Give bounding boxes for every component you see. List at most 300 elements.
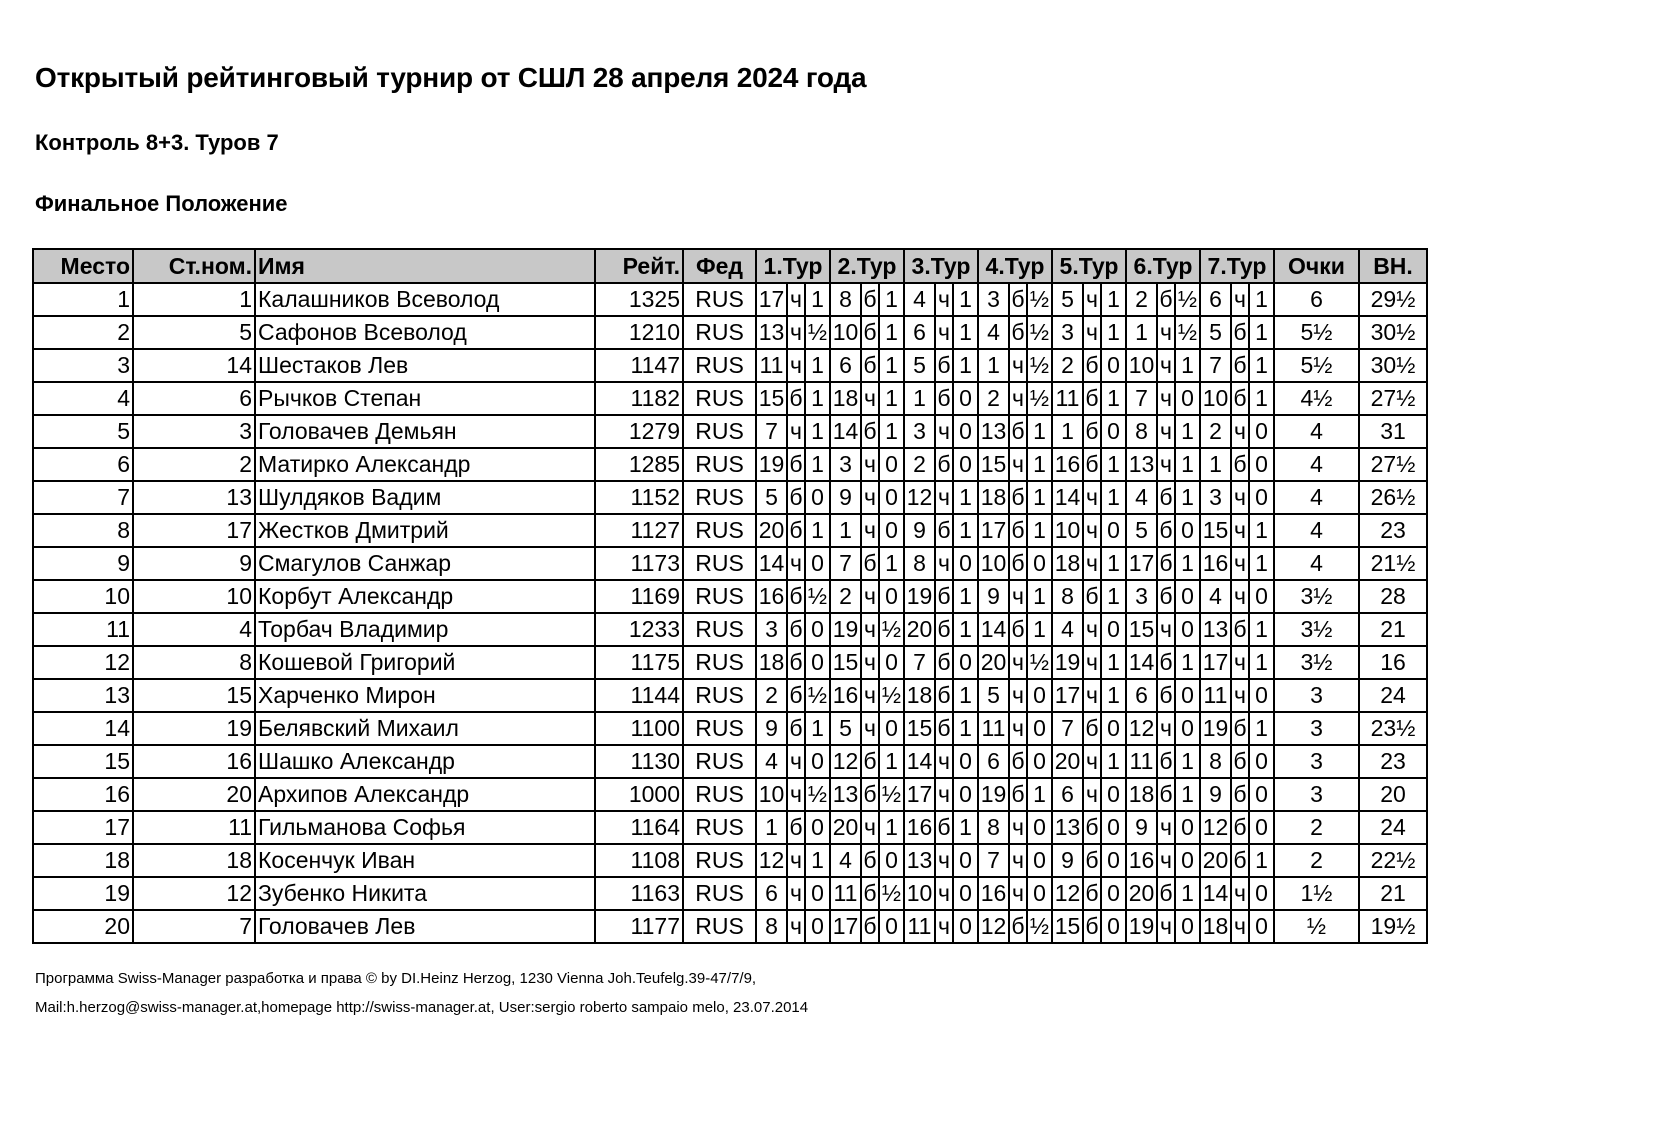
buchholz-cell: 16 [1359,646,1427,679]
rating-cell: 1144 [595,679,683,712]
opponent-cell: 8 [1052,580,1083,613]
opponent-cell: 14 [830,415,861,448]
result-cell: 0 [953,844,978,877]
result-cell: 1 [1249,514,1274,547]
color-cell: ч [861,448,879,481]
buchholz-cell: 27½ [1359,382,1427,415]
result-cell: 1 [879,415,904,448]
header-round-4: 4.Тур [978,249,1052,283]
opponent-cell: 20 [1200,844,1231,877]
opponent-cell: 3 [1126,580,1157,613]
opponent-cell: 17 [1052,679,1083,712]
place-cell: 10 [33,580,133,613]
color-cell: б [861,547,879,580]
points-cell: 6 [1274,283,1359,316]
color-cell: ч [861,646,879,679]
color-cell: б [1157,745,1175,778]
color-cell: ч [787,415,805,448]
result-cell: 0 [1101,811,1126,844]
color-cell: ч [1009,811,1027,844]
rating-cell: 1000 [595,778,683,811]
rating-cell: 1147 [595,349,683,382]
federation-cell: RUS [683,316,756,349]
opponent-cell: 1 [756,811,787,844]
standings-table [32,248,1428,944]
header-round-3: 3.Тур [904,249,978,283]
opponent-cell: 4 [904,283,935,316]
opponent-cell: 8 [756,910,787,943]
color-cell: ч [1157,316,1175,349]
result-cell: 1 [879,382,904,415]
federation-cell: RUS [683,646,756,679]
buchholz-cell: 19½ [1359,910,1427,943]
opponent-cell: 3 [830,448,861,481]
points-cell: 4½ [1274,382,1359,415]
opponent-cell: 12 [1052,877,1083,910]
buchholz-cell: 28 [1359,580,1427,613]
opponent-cell: 7 [1126,382,1157,415]
header-start-number: Ст.ном. [133,249,255,283]
color-cell: б [1009,283,1027,316]
opponent-cell: 20 [756,514,787,547]
opponent-cell: 7 [830,547,861,580]
color-cell: ч [861,811,879,844]
player-name-cell: Белявский Михаил [255,712,595,745]
color-cell: ч [861,481,879,514]
color-cell: б [787,448,805,481]
opponent-cell: 17 [1126,547,1157,580]
color-cell: б [861,844,879,877]
table-row [33,415,1427,448]
place-cell: 19 [33,877,133,910]
start-number-cell: 2 [133,448,255,481]
color-cell: б [1083,877,1101,910]
opponent-cell: 16 [1200,547,1231,580]
result-cell: 0 [805,877,830,910]
result-cell: 0 [953,910,978,943]
rating-cell: 1130 [595,745,683,778]
federation-cell: RUS [683,349,756,382]
color-cell: ч [1231,547,1249,580]
rating-cell: 1233 [595,613,683,646]
result-cell: 1 [1101,382,1126,415]
opponent-cell: 18 [1126,778,1157,811]
opponent-cell: 16 [756,580,787,613]
result-cell: 1 [1101,283,1126,316]
result-cell: 0 [1027,679,1052,712]
rating-cell: 1175 [595,646,683,679]
result-cell: ½ [805,778,830,811]
color-cell: б [1083,415,1101,448]
header-round-7: 7.Тур [1200,249,1274,283]
color-cell: б [1083,844,1101,877]
color-cell: ч [1083,745,1101,778]
opponent-cell: 2 [978,382,1009,415]
color-cell: ч [1231,514,1249,547]
color-cell: ч [935,877,953,910]
opponent-cell: 8 [904,547,935,580]
result-cell: 0 [1101,778,1126,811]
color-cell: ч [787,910,805,943]
points-cell: 2 [1274,811,1359,844]
opponent-cell: 2 [904,448,935,481]
result-cell: 1 [1175,415,1200,448]
opponent-cell: 2 [756,679,787,712]
opponent-cell: 14 [1200,877,1231,910]
opponent-cell: 16 [1126,844,1157,877]
opponent-cell: 17 [756,283,787,316]
opponent-cell: 3 [756,613,787,646]
result-cell: ½ [1027,646,1052,679]
header-round-2: 2.Тур [830,249,904,283]
result-cell: 0 [879,712,904,745]
opponent-cell: 6 [830,349,861,382]
federation-cell: RUS [683,745,756,778]
opponent-cell: 18 [830,382,861,415]
table-row [33,547,1427,580]
opponent-cell: 15 [756,382,787,415]
opponent-cell: 11 [756,349,787,382]
result-cell: 0 [1175,382,1200,415]
color-cell: ч [861,613,879,646]
result-cell: 1 [1249,646,1274,679]
color-cell: б [1157,580,1175,613]
rating-cell: 1210 [595,316,683,349]
result-cell: 0 [805,910,830,943]
result-cell: 1 [1249,382,1274,415]
color-cell: ч [787,316,805,349]
rating-cell: 1152 [595,481,683,514]
result-cell: 1 [1101,481,1126,514]
color-cell: ч [935,745,953,778]
opponent-cell: 6 [978,745,1009,778]
opponent-cell: 10 [1200,382,1231,415]
result-cell: 0 [879,580,904,613]
result-cell: ½ [1175,316,1200,349]
buchholz-cell: 20 [1359,778,1427,811]
table-row [33,646,1427,679]
opponent-cell: 16 [830,679,861,712]
points-cell: 3½ [1274,613,1359,646]
opponent-cell: 6 [756,877,787,910]
points-cell: 3 [1274,778,1359,811]
opponent-cell: 15 [978,448,1009,481]
result-cell: 0 [1175,580,1200,613]
color-cell: б [1083,910,1101,943]
place-cell: 20 [33,910,133,943]
result-cell: 1 [953,481,978,514]
player-name-cell: Зубенко Никита [255,877,595,910]
opponent-cell: 11 [1052,382,1083,415]
result-cell: 0 [805,811,830,844]
result-cell: 0 [1027,877,1052,910]
result-cell: 1 [805,283,830,316]
result-cell: 1 [1101,547,1126,580]
rating-cell: 1169 [595,580,683,613]
color-cell: б [861,745,879,778]
buchholz-cell: 26½ [1359,481,1427,514]
color-cell: ч [787,283,805,316]
color-cell: б [1157,877,1175,910]
points-cell: 4 [1274,448,1359,481]
result-cell: 1 [1249,349,1274,382]
result-cell: 0 [879,646,904,679]
result-cell: 1 [1027,415,1052,448]
result-cell: 0 [1249,745,1274,778]
start-number-cell: 15 [133,679,255,712]
color-cell: б [787,382,805,415]
result-cell: 1 [1027,448,1052,481]
color-cell: б [1157,679,1175,712]
color-cell: б [861,316,879,349]
result-cell: 0 [953,778,978,811]
buchholz-cell: 24 [1359,811,1427,844]
buchholz-cell: 23½ [1359,712,1427,745]
result-cell: 0 [1101,844,1126,877]
result-cell: 0 [953,547,978,580]
color-cell: б [787,811,805,844]
opponent-cell: 19 [1052,646,1083,679]
opponent-cell: 15 [1052,910,1083,943]
color-cell: б [1009,514,1027,547]
result-cell: 1 [805,514,830,547]
result-cell: 0 [1175,712,1200,745]
header-round-1: 1.Тур [756,249,830,283]
rating-cell: 1325 [595,283,683,316]
opponent-cell: 4 [1126,481,1157,514]
opponent-cell: 13 [756,316,787,349]
table-row [33,613,1427,646]
place-cell: 15 [33,745,133,778]
section-title: Финальное Положение [35,191,288,216]
player-name-cell: Косенчук Иван [255,844,595,877]
result-cell: ½ [1027,382,1052,415]
color-cell: ч [1231,481,1249,514]
buchholz-cell: 23 [1359,745,1427,778]
buchholz-cell: 21½ [1359,547,1427,580]
result-cell: 1 [953,679,978,712]
rating-cell: 1279 [595,415,683,448]
opponent-cell: 15 [904,712,935,745]
color-cell: б [787,481,805,514]
result-cell: ½ [879,679,904,712]
color-cell: ч [861,514,879,547]
start-number-cell: 19 [133,712,255,745]
points-cell: 3 [1274,712,1359,745]
start-number-cell: 16 [133,745,255,778]
color-cell: б [1157,646,1175,679]
opponent-cell: 8 [1200,745,1231,778]
result-cell: 0 [1027,844,1052,877]
color-cell: ч [1009,448,1027,481]
opponent-cell: 18 [1200,910,1231,943]
result-cell: 0 [879,844,904,877]
opponent-cell: 15 [1126,613,1157,646]
color-cell: ч [861,382,879,415]
result-cell: 0 [1027,811,1052,844]
player-name-cell: Гильманова Софья [255,811,595,844]
opponent-cell: 5 [978,679,1009,712]
buchholz-cell: 31 [1359,415,1427,448]
color-cell: б [1009,481,1027,514]
color-cell: ч [861,580,879,613]
header-federation: Фед [683,249,756,283]
color-cell: б [1157,778,1175,811]
start-number-cell: 12 [133,877,255,910]
result-cell: 1 [1027,580,1052,613]
color-cell: ч [787,877,805,910]
header-buchholz: ВН. [1359,249,1427,283]
color-cell: ч [935,415,953,448]
player-name-cell: Торбач Владимир [255,613,595,646]
result-cell: 0 [1249,415,1274,448]
color-cell: ч [787,547,805,580]
color-cell: ч [1009,382,1027,415]
player-name-cell: Шулдяков Вадим [255,481,595,514]
result-cell: 1 [953,316,978,349]
rating-cell: 1285 [595,448,683,481]
buchholz-cell: 30½ [1359,349,1427,382]
rating-cell: 1127 [595,514,683,547]
color-cell: ч [1231,910,1249,943]
federation-cell: RUS [683,580,756,613]
opponent-cell: 5 [1126,514,1157,547]
player-name-cell: Головачев Лев [255,910,595,943]
start-number-cell: 1 [133,283,255,316]
color-cell: ч [935,481,953,514]
points-cell: 4 [1274,481,1359,514]
color-cell: ч [1231,877,1249,910]
result-cell: 0 [1175,811,1200,844]
table-row [33,448,1427,481]
color-cell: б [861,877,879,910]
color-cell: ч [1009,646,1027,679]
result-cell: 1 [1249,547,1274,580]
opponent-cell: 1 [1052,415,1083,448]
points-cell: 4 [1274,547,1359,580]
opponent-cell: 8 [1126,415,1157,448]
opponent-cell: 11 [904,910,935,943]
opponent-cell: 6 [1052,778,1083,811]
opponent-cell: 20 [904,613,935,646]
place-cell: 9 [33,547,133,580]
result-cell: 1 [1175,877,1200,910]
result-cell: 1 [1027,778,1052,811]
player-name-cell: Кошевой Григорий [255,646,595,679]
result-cell: 0 [1249,910,1274,943]
result-cell: 1 [805,844,830,877]
start-number-cell: 4 [133,613,255,646]
color-cell: ч [1083,481,1101,514]
result-cell: ½ [1027,316,1052,349]
opponent-cell: 16 [1052,448,1083,481]
opponent-cell: 1 [830,514,861,547]
opponent-cell: 7 [904,646,935,679]
color-cell: ч [787,349,805,382]
result-cell: ½ [1027,910,1052,943]
place-cell: 14 [33,712,133,745]
result-cell: 1 [805,349,830,382]
color-cell: ч [935,316,953,349]
opponent-cell: 17 [830,910,861,943]
place-cell: 18 [33,844,133,877]
color-cell: б [935,514,953,547]
color-cell: б [1083,712,1101,745]
color-cell: б [1231,844,1249,877]
color-cell: б [935,349,953,382]
result-cell: 0 [1101,514,1126,547]
opponent-cell: 14 [756,547,787,580]
points-cell: 3 [1274,745,1359,778]
color-cell: б [1009,778,1027,811]
color-cell: б [1009,613,1027,646]
place-cell: 7 [33,481,133,514]
rating-cell: 1182 [595,382,683,415]
color-cell: ч [1157,811,1175,844]
place-cell: 4 [33,382,133,415]
result-cell: 1 [805,415,830,448]
rating-cell: 1163 [595,877,683,910]
player-name-cell: Шашко Александр [255,745,595,778]
result-cell: 1 [1101,745,1126,778]
color-cell: б [861,349,879,382]
opponent-cell: 14 [1052,481,1083,514]
result-cell: 0 [805,745,830,778]
points-cell: 5½ [1274,316,1359,349]
opponent-cell: 4 [1200,580,1231,613]
result-cell: 1 [879,283,904,316]
table-row [33,844,1427,877]
opponent-cell: 9 [904,514,935,547]
color-cell: ч [787,745,805,778]
color-cell: б [935,712,953,745]
result-cell: 1 [1249,844,1274,877]
opponent-cell: 13 [830,778,861,811]
result-cell: 0 [805,547,830,580]
federation-cell: RUS [683,514,756,547]
result-cell: 1 [1027,613,1052,646]
place-cell: 11 [33,613,133,646]
result-cell: 0 [953,646,978,679]
result-cell: 1 [953,811,978,844]
start-number-cell: 5 [133,316,255,349]
opponent-cell: 3 [978,283,1009,316]
player-name-cell: Шестаков Лев [255,349,595,382]
opponent-cell: 18 [978,481,1009,514]
color-cell: ч [1009,679,1027,712]
color-cell: ч [1231,415,1249,448]
result-cell: 0 [1175,613,1200,646]
place-cell: 1 [33,283,133,316]
opponent-cell: 10 [1052,514,1083,547]
color-cell: б [861,283,879,316]
result-cell: 1 [1175,448,1200,481]
color-cell: ч [1083,646,1101,679]
result-cell: 1 [1249,613,1274,646]
result-cell: 0 [953,415,978,448]
opponent-cell: 20 [1052,745,1083,778]
buchholz-cell: 30½ [1359,316,1427,349]
color-cell: ч [1009,349,1027,382]
color-cell: б [1157,514,1175,547]
table-row [33,811,1427,844]
header-round-5: 5.Тур [1052,249,1126,283]
opponent-cell: 20 [1126,877,1157,910]
result-cell: 1 [1175,349,1200,382]
opponent-cell: 9 [830,481,861,514]
table-row [33,514,1427,547]
table-row [33,580,1427,613]
